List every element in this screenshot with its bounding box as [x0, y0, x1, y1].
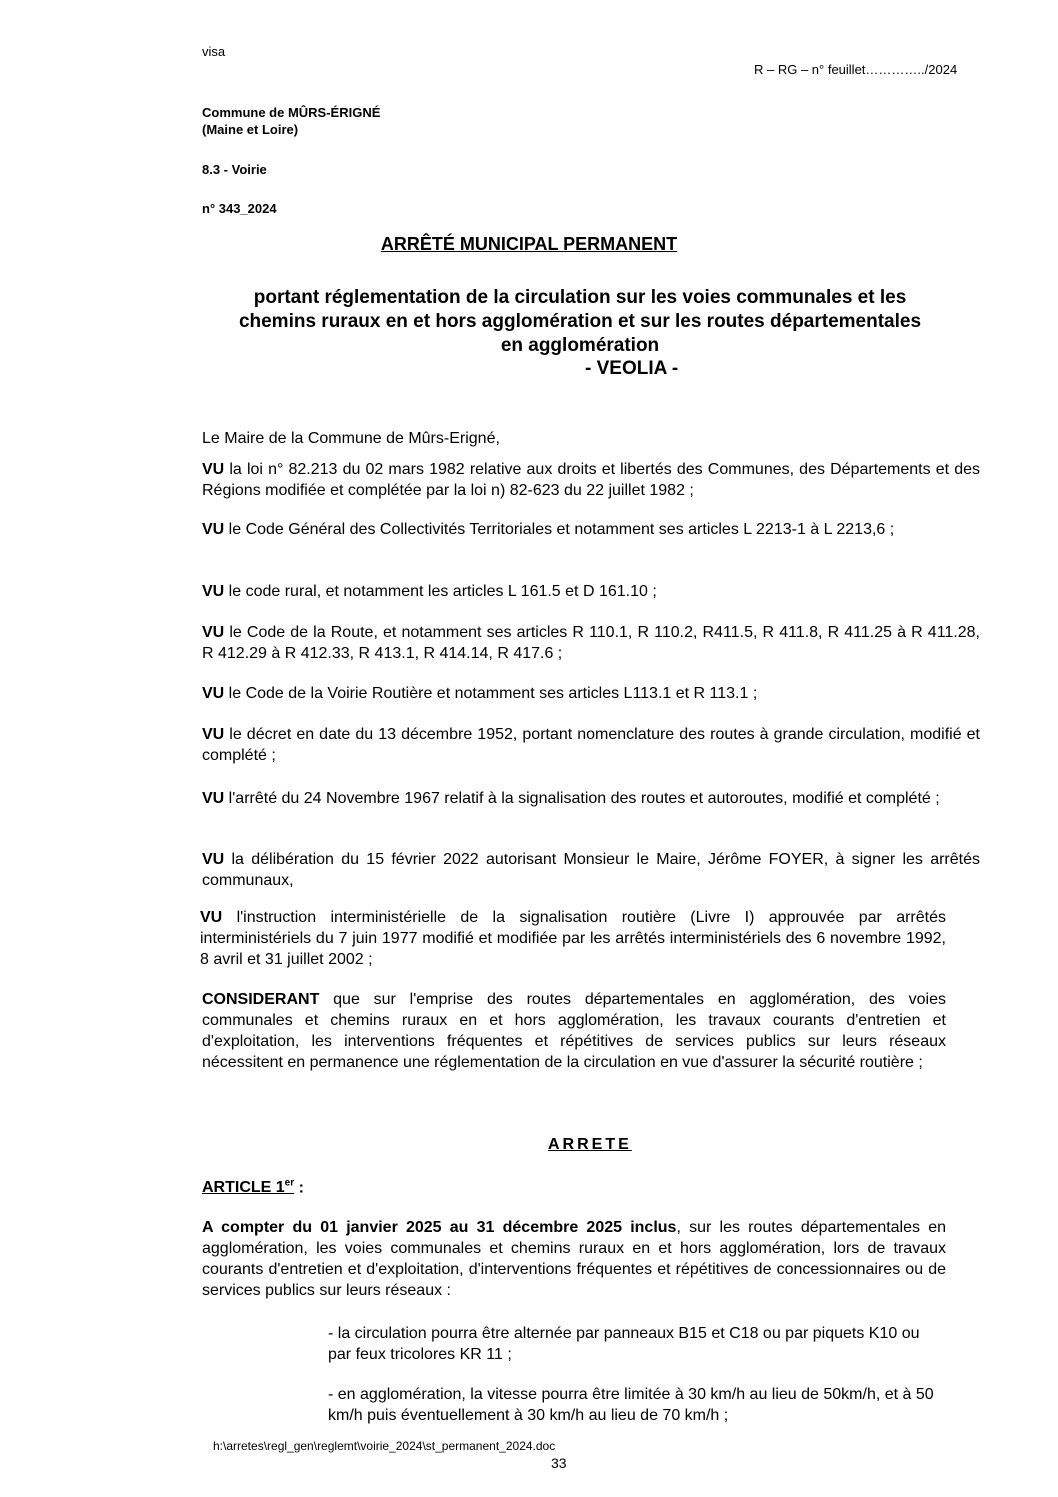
vu-text: la loi n° 82.213 du 02 mars 1982 relative aux droits et libertés des Communes, des Départements et des Régions modifiée et complétée par la loi n) 82-623 du 22 juillet 1982 ; — [202, 461, 980, 499]
considerant-keyword: CONSIDERANT — [202, 991, 320, 1008]
considerant-paragraph — [202, 989, 946, 1073]
vu-keyword: VU — [202, 685, 225, 702]
vu-paragraph — [202, 581, 980, 602]
vu-keyword: VU — [202, 583, 225, 600]
article-1-item: - en agglomération, la vitesse pourra être limitée à 30 km/h au lieu de 50km/h, et à 50 km/h puis éventuellement à 30 km/h au lieu de 70 km/h ; — [328, 1386, 934, 1424]
intro-text: Le Maire de la Commune de Mûrs-Erigné, — [202, 430, 500, 447]
vu-keyword: VU — [202, 521, 225, 538]
considerant-text: que sur l'emprise des routes départementales en agglomération, des voies communales et chemins ruraux en et hors agglomération, les travaux courants d'entretien et d'exploitation, les interventions fréquentes et répétitives de services publics sur leurs réseaux nécessitent en permanence une réglementation de la circulation en vue d'assurer la sécurité routière ; — [202, 991, 946, 1071]
article-1-sup: er — [284, 1178, 295, 1189]
vu-text: le Code Général des Collectivités Territoriales et notamment ses articles L 2213-1 à L 2213,6 ; — [224, 521, 895, 538]
article-1-heading — [202, 1178, 304, 1197]
article-1-label: ARTICLE 1er — [202, 1178, 295, 1197]
footer-filepath: h:\arretes\regl_gen\reglemt\voirie_2024\st_permanent_2024.doc — [213, 1439, 556, 1453]
vu-paragraph — [202, 683, 980, 704]
rubrique: 8.3 - Voirie — [202, 162, 267, 177]
vu-text: le décret en date du 13 décembre 1952, portant nomenclature des routes à grande circulation, modifié et complété ; — [202, 726, 980, 764]
visa-note: visa — [202, 44, 226, 59]
vu-keyword: VU — [202, 790, 225, 807]
arrete-heading: ARRETE — [548, 1136, 632, 1153]
document-title: ARRÊTÉ MUNICIPAL PERMANENT — [380, 234, 678, 254]
vu-paragraph — [202, 622, 980, 664]
article-1-item: - la circulation pourra être alternée par panneaux B15 et C18 ou par piquets K10 ou par feux tricolores KR 11 ; — [328, 1325, 920, 1363]
vu-paragraph — [200, 907, 946, 970]
article-1-colon: : — [294, 1179, 304, 1197]
company-name: - VEOLIA - — [585, 358, 679, 379]
vu-text: la délibération du 15 février 2022 autorisant Monsieur le Maire, Jérôme FOYER, à signer les arrêtés communaux, — [202, 851, 980, 889]
subtitle-line: portant réglementation de la circulation sur les voies communales et les — [253, 287, 907, 308]
subtitle-line: chemins ruraux en et hors agglomération et sur les routes départementales — [238, 311, 922, 332]
vu-keyword: VU — [200, 909, 223, 926]
vu-keyword: VU — [202, 726, 225, 743]
arrete-number: n° 343_2024 — [202, 201, 277, 216]
page-number: 33 — [551, 1455, 567, 1471]
vu-keyword: VU — [202, 624, 225, 641]
vu-text: l'instruction interministérielle de la signalisation routière (Livre I) approuvée par arrêtés interministériels du 7 juin 1977 modifié et modifiée par les arrêtés interministériels des 6 novembre 1992, 8 avril et 31 juillet 2002 ; — [200, 909, 946, 968]
vu-text: l'arrêté du 24 Novembre 1967 relatif à la signalisation des routes et autoroutes, modifié et complété ; — [224, 790, 940, 807]
vu-keyword: VU — [202, 851, 225, 868]
vu-text: le code rural, et notamment les articles L 161.5 et D 161.10 ; — [224, 583, 657, 600]
subtitle-line: en agglomération — [500, 335, 660, 356]
vu-text: le Code de la Voirie Routière et notamment ses articles L113.1 et R 113.1 ; — [224, 685, 758, 702]
article-1-body — [202, 1217, 946, 1301]
commune-name: Commune de MÛRS-ÉRIGNÉ — [202, 105, 381, 120]
document-subtitle — [180, 286, 980, 358]
vu-text: le Code de la Route, et notamment ses articles R 110.1, R 110.2, R411.5, R 411.8, R 411.25 à R 411.28, R 412.29 à R 412.33, R 413.1, R 414.14, R 417.6 ; — [202, 624, 980, 662]
departement-name: (Maine et Loire) — [202, 122, 299, 137]
vu-paragraph — [202, 519, 980, 540]
vu-paragraph — [202, 849, 980, 891]
vu-paragraph — [202, 459, 980, 501]
article-1-text: , sur les routes départementales en agglomération, les voies communales et chemins ruraux en et hors agglomération, lors de travaux courants d'entretien et d'exploitation, d'interventions fréquentes et répétitives de concessionnaires ou de services publics sur leurs réseaux : — [202, 1219, 947, 1299]
vu-keyword: VU — [202, 461, 225, 478]
article-1-date-range: A compter du 01 janvier 2025 au 31 décembre 2025 inclus — [202, 1219, 677, 1236]
vu-paragraph — [202, 788, 980, 809]
vu-paragraph — [202, 724, 980, 766]
feuillet-reference: R – RG – n° feuillet…………../2024 — [754, 62, 958, 77]
